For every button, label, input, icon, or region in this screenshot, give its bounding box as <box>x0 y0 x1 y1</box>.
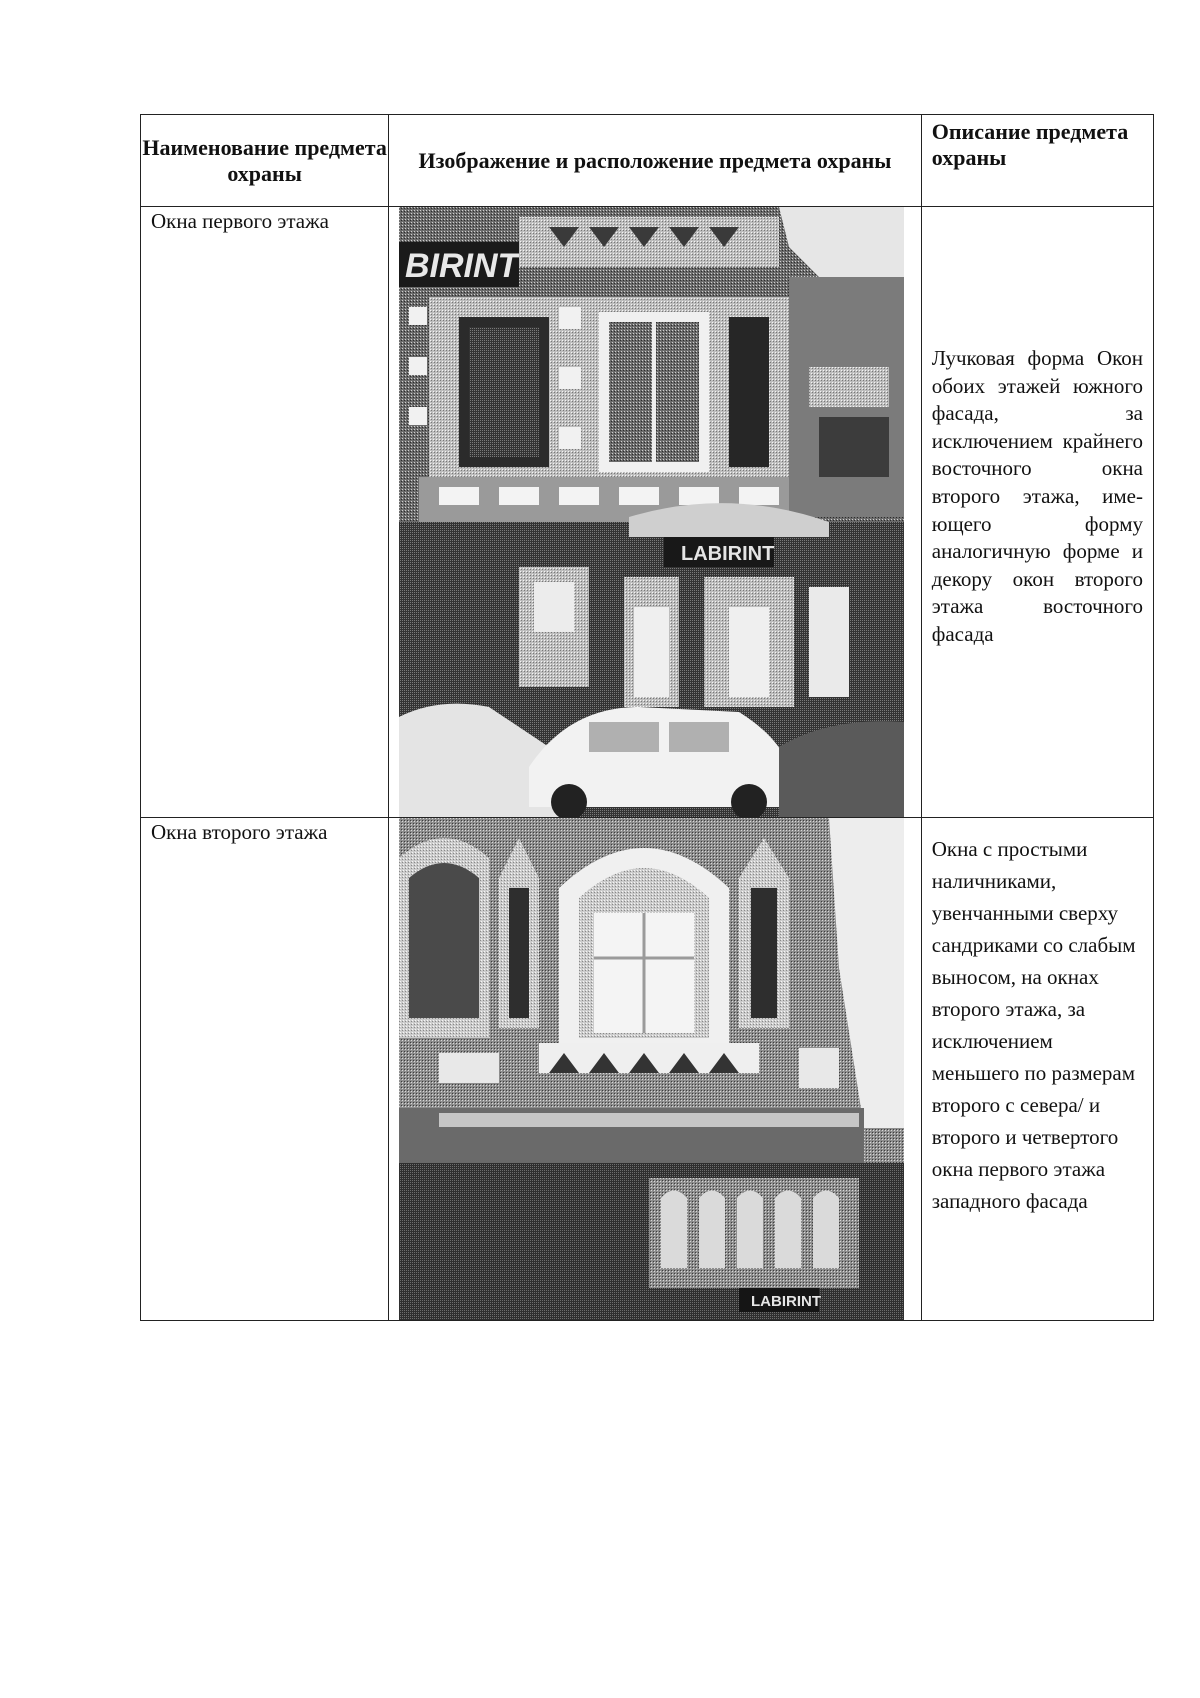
row-name-first-floor: Окна первого этажа <box>141 207 389 818</box>
sign-text-labirint: LABIRINT <box>681 543 775 565</box>
sign-text-top: BIRINT <box>405 247 519 285</box>
row-description-second-floor: Окна с простыми наличниками, увенчанными сверху сандриками со слабым выносом, на окнах второго этажа, за исключением меньшего по размерам второго с севера/ и второго и четвертого окна первого этажа западного фасада <box>921 818 1153 1321</box>
row-name-second-floor: Окна второго этажа <box>141 818 389 1321</box>
table-header-row <box>141 115 1154 207</box>
header-name: Наименование предмета охраны <box>141 115 389 207</box>
header-description: Описание предмета охраны <box>921 115 1153 207</box>
header-image: Изображение и расположение предмета охраны <box>389 115 922 207</box>
photo-cell-first-floor <box>389 207 922 818</box>
photo-cell-second-floor <box>389 818 922 1321</box>
facade-photo-first-floor <box>399 207 904 817</box>
row-description-first-floor: Лучковая форма Окон обоих этажей южного фасада, за исключением крайнего восточного окна второго этажа, име-ющего форму аналогичную форме и декору окон второго этажа восточного фасада <box>921 207 1153 818</box>
table-row <box>141 818 1154 1321</box>
protection-subject-table <box>140 114 1154 1321</box>
facade-photo-second-floor <box>399 818 904 1320</box>
sign-text-labirint-bottom: LABIRINT <box>751 1293 822 1310</box>
table-row <box>141 207 1154 818</box>
